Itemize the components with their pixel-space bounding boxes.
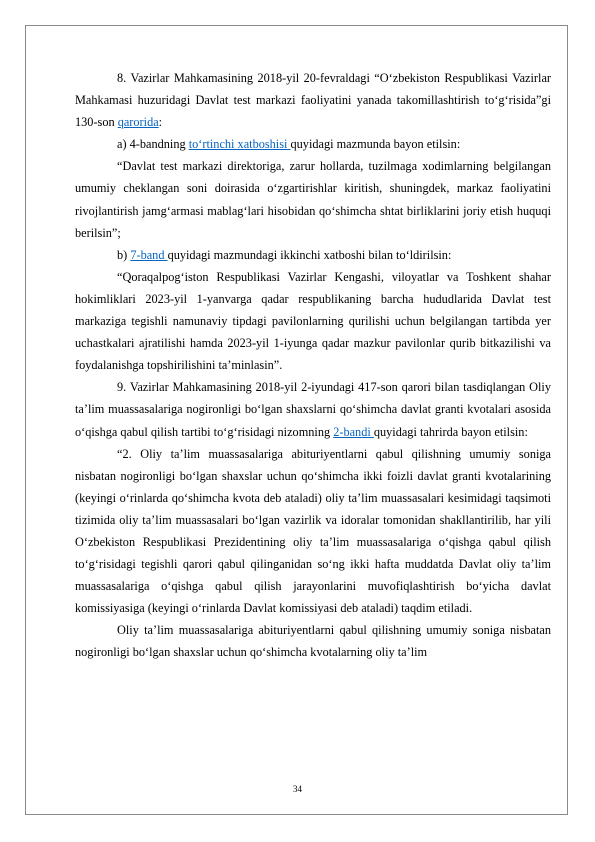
paragraph-3 xyxy=(75,155,551,243)
band-7-link[interactable]: 7-band xyxy=(130,247,168,262)
paragraph-1-text: 8. Vazirlar Mahkamasining 2018-yil 20-fevraldagi “O‘zbekiston Respublikasi Vazirlar Mahkamasi huzuridagi Davlat test markazi faoliyatini yanada takomillashtirish to‘g‘risida”gi 130-son xyxy=(75,71,551,130)
band-2-link[interactable]: 2-bandi xyxy=(333,424,374,439)
qarorida-link[interactable]: qarorida xyxy=(117,115,159,130)
document-body xyxy=(75,67,551,664)
page-number: 34 xyxy=(293,784,302,794)
paragraph-3-text: “Davlat test markazi direktoriga, zarur hollarda, tuzilmaga xodimlarning belgilangan umumiy cheklangan soni doirasida o‘zgartirishlar kiritish, shuningdek, markaz faoliyatini rivojlantirish jamg‘armasi mablag‘lari hisobidan qo‘shimcha shtat birliklarini joriy etish huquqi berilsin”; xyxy=(75,159,551,240)
paragraph-1 xyxy=(75,67,551,133)
paragraph-2-tail: quyidagi mazmunda bayon etilsin: xyxy=(290,137,461,152)
paragraph-1-tail: : xyxy=(158,115,163,130)
fourth-paragraph-link[interactable]: to‘rtinchi xatboshisi xyxy=(188,137,291,152)
paragraph-7 xyxy=(75,443,551,620)
paragraph-4 xyxy=(75,244,551,266)
paragraph-2-text: a) 4-bandning xyxy=(117,137,189,152)
paragraph-7-text: “2. Oliy ta’lim muassasalariga abituriyentlarni qabul qilishning umumiy soniga nisbatan nogironligi bo‘lgan shaxslar uchun qo‘shimcha ikki foizli davlat granti kvotalarining (keyingi o‘rinlarda qo‘shimcha kvota deb ataladi) oliy ta’lim muassasalari kesimidagi taqsimoti tizimida oliy ta’lim muassasalari bo‘lgan vazirlik va idoralar tomonidan shakllantirilib, har yili O‘zbekiston Respublikasi Prezidentining oliy ta’lim muassasalariga o‘qishga qabul qilish to‘g‘risidagi tegishli qarori qabul qilinganidan so‘ng ikki hafta muddatda Davlat oliy ta’lim muassasalariga o‘qishga qabul qilish jarayonlarini muvofiqlashtirish bo‘yicha davlat komissiyasiga (keyingi o‘rinlarda Davlat komissiyasi deb ataladi) taqdim etiladi. xyxy=(75,446,551,616)
paragraph-5-text: “Qoraqalpog‘iston Respublikasi Vazirlar Kengashi, viloyatlar va Toshkent shahar hokimliklari 2023-yil 1-yanvarga qadar respublikaning barcha hududlarida Davlat test markaziga tegishli namunaviy tipdagi pavilonlarning qurilishi uchun belgilangan tartibda yer uchastkalari ajratilishi hamda 2023-yil 1-iyunga qadar mazkur pavilonlar qurib bitkazilishi va foydalanishga topshirilishini ta’minlasin”. xyxy=(75,269,551,373)
paragraph-4-tail: quyidagi mazmundagi ikkinchi xatboshi bilan to‘ldirilsin: xyxy=(167,247,452,262)
paragraph-6-tail: quyidagi tahrirda bayon etilsin: xyxy=(373,424,528,439)
paragraph-2 xyxy=(75,133,551,155)
paragraph-4-text: b) xyxy=(117,247,131,262)
paragraph-5 xyxy=(75,266,551,376)
paragraph-6-text: 9. Vazirlar Mahkamasining 2018-yil 2-iyundagi 417-son qarori bilan tasdiqlangan Oliy ta’lim muassasalariga nogironligi bo‘lgan shaxslarni qo‘shimcha davlat granti kvotalari asosida o‘qishga qabul qilish tartibi to‘g‘risidagi nizomning xyxy=(75,380,551,439)
paragraph-6 xyxy=(75,376,551,442)
paragraph-8-text: Oliy ta’lim muassasalariga abituriyentlarni qabul qilishning umumiy soniga nisbatan nogironligi bo‘lgan shaxslar uchun qo‘shimcha kvotalarning oliy ta’lim xyxy=(75,623,551,660)
paragraph-8 xyxy=(75,619,551,663)
